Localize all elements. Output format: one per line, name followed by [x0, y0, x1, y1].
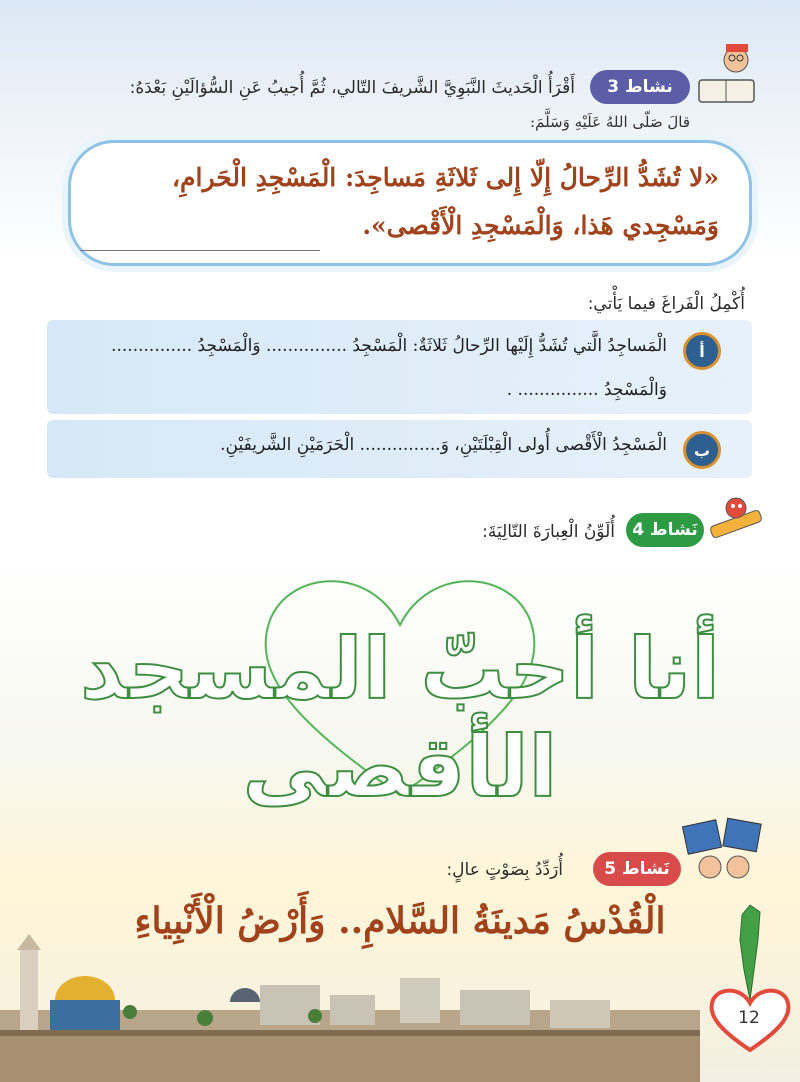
activity3-instruction: أَقْرَأُ الْحَديثَ النَّبَوِيَّ الشَّريفَ التّالي، ثُمَّ أُجيبُ عَنِ السُّؤالَيْنِ بَعْدَهُ: — [129, 78, 575, 98]
page-number: 12 — [738, 1008, 760, 1028]
fill-item-b — [47, 420, 752, 478]
item-b-line1: الْمَسْجِدُ الْأَقْصى أُولى الْقِبْلَتَيْنِ، وَ............... الْحَرَمَيْنِ الشَّريفَيْنِ. — [220, 435, 667, 455]
pencil-character-icon — [702, 490, 772, 550]
item-a-line1: الْمَساجِدُ الَّتي تُشَدُّ إِلَيْها الرِّحالُ ثَلاثَةٌ: الْمَسْجِدُ ............... وَالْمَسْجِدُ ............... — [111, 336, 667, 356]
jerusalem-slogan: الْقُدْسُ مَدينَةُ السَّلامِ.. وَأَرْضُ الْأَنْبِياءِ — [134, 900, 666, 942]
child-reading-icon — [694, 40, 774, 110]
hadith-quote-box — [68, 140, 752, 266]
activity4-badge: نَشاط 4 — [626, 513, 704, 547]
children-with-signs-icon — [680, 815, 770, 890]
item-label-a: أ — [683, 332, 721, 370]
hadith-intro: قالَ صَلّى اللهُ عَلَيْهِ وَسَلَّمَ: — [530, 113, 690, 131]
activity4-instruction: أُلَوِّنُ الْعِبارَةَ التّالِيَةَ: — [482, 522, 615, 542]
coloring-phrase[interactable]: أنا أحبّ المسجد الأقصى — [80, 620, 720, 816]
fill-item-a — [47, 320, 752, 414]
hadith-line-2: وَمَسْجِدي هَذا، وَالْمَسْجِدِ الْأَقْصى». — [362, 211, 719, 240]
activity5-badge: نَشاط 5 — [593, 852, 681, 886]
hadith-underline — [80, 250, 320, 251]
item-a-line2: وَالْمَسْجِدُ ............... . — [506, 380, 667, 400]
activity5-instruction: أُرَدِّدُ بِصَوْتٍ عالٍ: — [446, 860, 563, 880]
item-label-b: ب — [683, 431, 721, 469]
jerusalem-skyline-illustration — [0, 930, 800, 1082]
fill-instruction: أُكْمِلُ الْفَراغَ فيما يَأْتي: — [587, 294, 745, 314]
hadith-line-1: «لا تُشَدُّ الرِّحالُ إِلّا إِلى ثَلاثَةِ مَساجِدَ: الْمَسْجِدِ الْحَرامِ، — [171, 163, 719, 192]
activity3-badge: نشاط 3 — [590, 70, 690, 104]
